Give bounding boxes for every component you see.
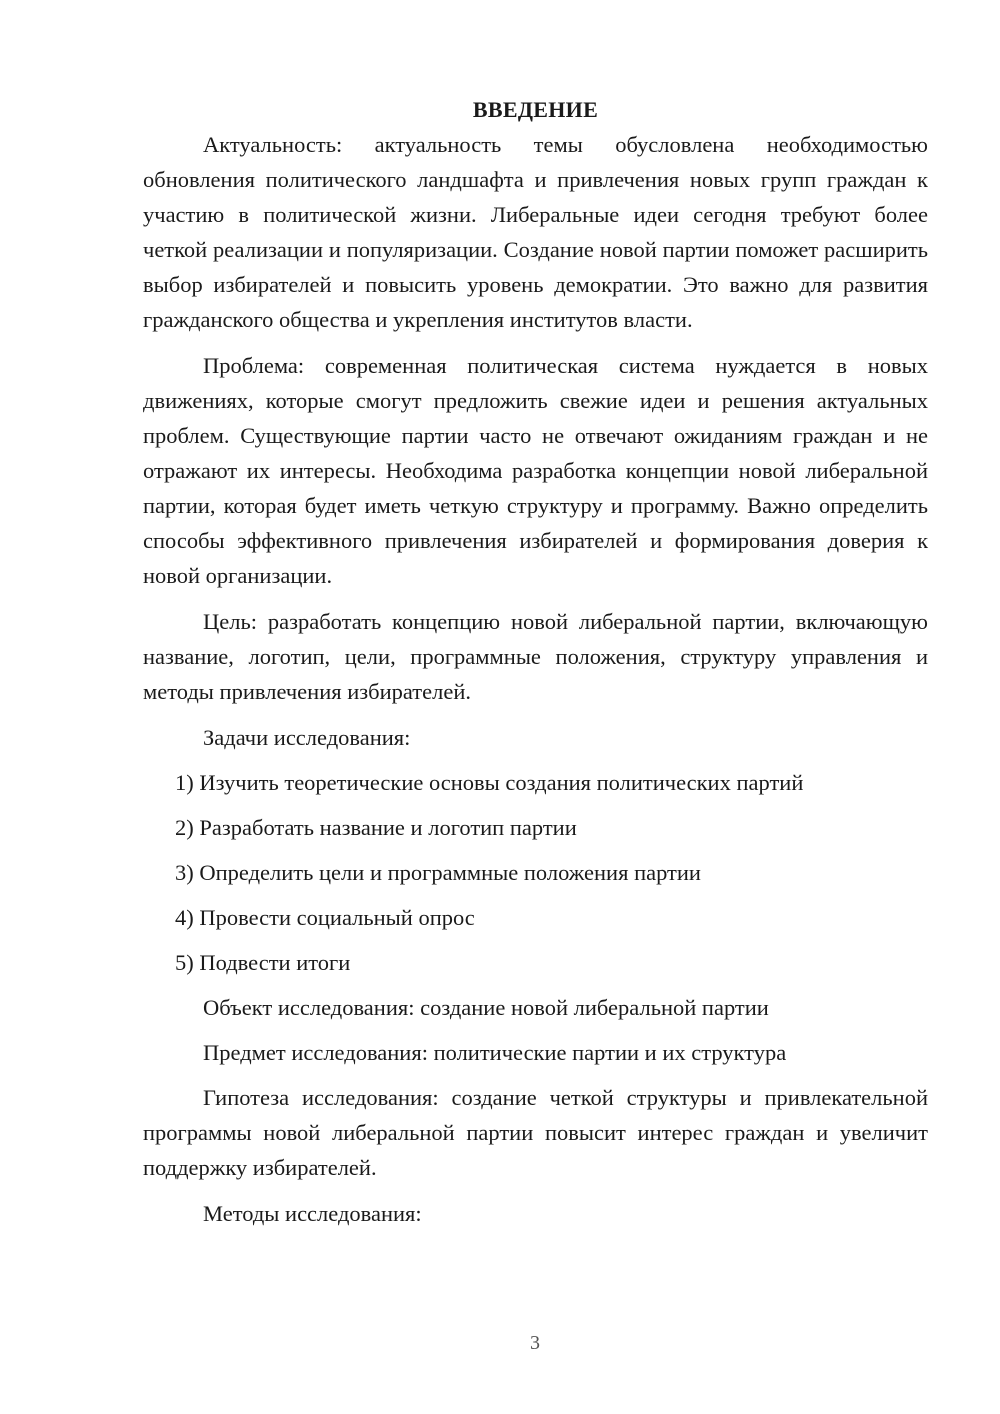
page-content: [143, 92, 928, 1241]
methods-title: Методы исследования:: [203, 1201, 422, 1226]
task-item: 2) Разработать название и логотип партии: [175, 815, 577, 840]
tasks-list: [143, 765, 928, 980]
task-item: 5) Подвести итоги: [175, 950, 351, 975]
paragraph-goal: Цель: разработать концепцию новой либеральной партии, включающую название, логотип, цели, программные положения, структуру управления и методы привлечения избирателей.: [143, 609, 928, 704]
paragraph-subject: Предмет исследования: политические партии и их структура: [203, 1040, 787, 1065]
section-heading: ВВЕДЕНИЕ: [472, 97, 599, 122]
paragraph-problem: Проблема: современная политическая система нуждается в новых движениях, которые смогут предложить свежие идеи и решения актуальных проблем. Существующие партии часто не отвечают ожиданиям граждан и не отражают их интересы. Необходима разработка концепции новой либеральной партии, которая будет иметь четкую структуру и программу. Важно определить способы эффективного привлечения избирателей и формирования доверия к новой организации.: [143, 353, 928, 588]
paragraph-hypothesis: Гипотеза исследования: создание четкой структуры и привлекательной программы новой либеральной партии повысит интерес граждан и увеличит поддержку избирателей.: [143, 1085, 928, 1180]
task-item: 3) Определить цели и программные положения партии: [175, 860, 701, 885]
task-item: 1) Изучить теоретические основы создания политических партий: [175, 770, 804, 795]
paragraph-object: Объект исследования: создание новой либеральной партии: [203, 995, 769, 1020]
paragraph-relevance: Актуальность: актуальность темы обусловлена необходимостью обновления политического ландшафта и привлечения новых групп граждан к участию в политической жизни. Либеральные идеи сегодня требуют более четкой реализации и популяризации. Создание новой партии поможет расширить выбор избирателей и повысить уровень демократии. Это важно для развития гражданского общества и укрепления институтов власти.: [143, 132, 928, 332]
task-item: 4) Провести социальный опрос: [175, 905, 475, 930]
page-number: 3: [530, 1332, 540, 1354]
tasks-title: Задачи исследования:: [203, 725, 411, 750]
